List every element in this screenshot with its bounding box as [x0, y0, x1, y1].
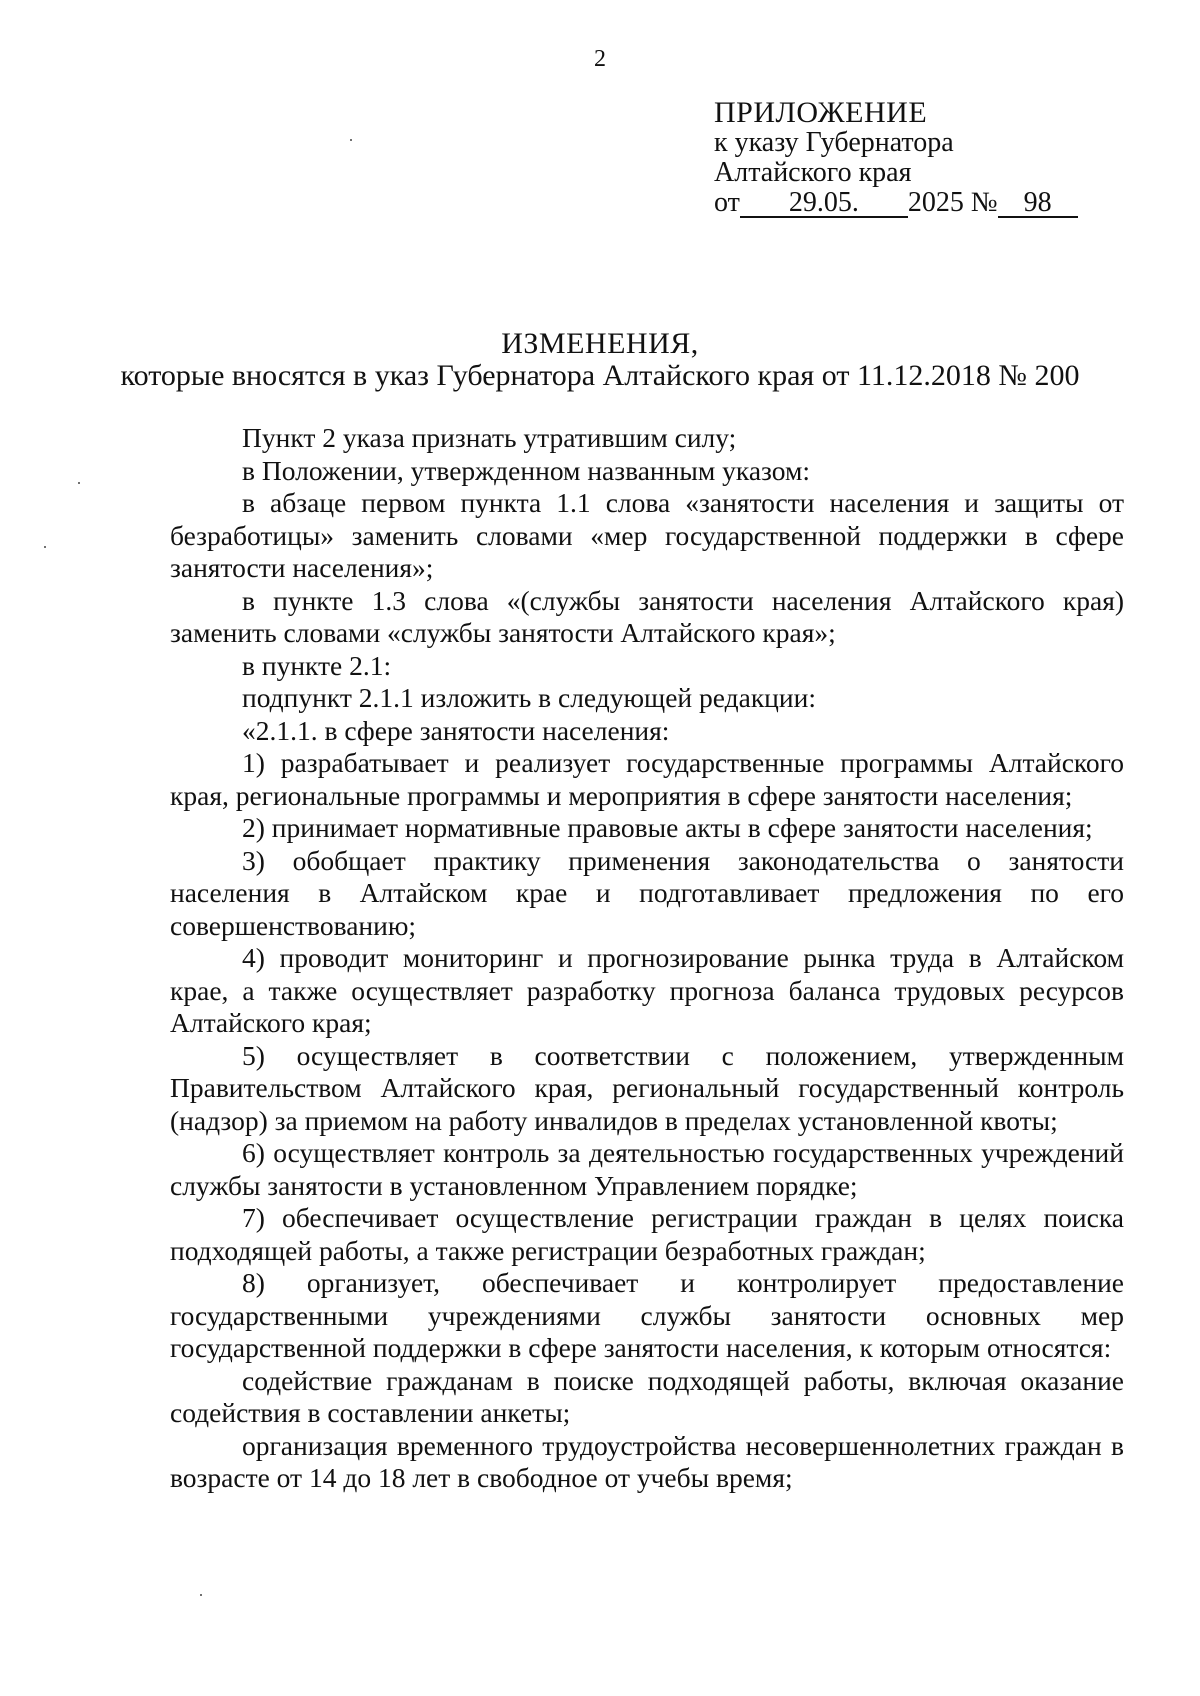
- date-prefix: от: [714, 187, 740, 218]
- paragraph: в абзаце первом пункта 1.1 слова «занятости населения и защиты от безработицы» заменить словами «мер государственной поддержки в сфере занятости населения»;: [170, 487, 1124, 583]
- paragraph: в Положении, утвержденном названным указом:: [242, 454, 810, 486]
- paragraph: организация временного трудоустройства несовершеннолетних граждан в возрасте от 14 до 18 лет в свободное от учебы время;: [170, 1429, 1124, 1493]
- paragraph: Пункт 2 указа признать утратившим силу;: [242, 422, 737, 453]
- paragraph: 3) обобщает практику применения законодательства о занятости населения в Алтайском крае и подготавливает предложения по его совершенствованию;: [170, 844, 1124, 941]
- paragraph: подпункт 2.1.1 изложить в следующей редакции:: [242, 682, 816, 713]
- appendix-title: ПРИЛОЖЕНИЕ: [714, 96, 928, 129]
- decree-date: 29.05.: [740, 190, 908, 218]
- paragraph: «2.1.1. в сфере занятости населения:: [242, 714, 670, 746]
- decree-number: 98: [998, 190, 1078, 218]
- document-heading: [0, 328, 1200, 392]
- scan-speck: [350, 139, 352, 141]
- appendix-line-region: Алтайского края: [714, 157, 912, 188]
- appendix-date-line: [714, 188, 1094, 218]
- appendix-block: [714, 98, 1094, 218]
- paragraph: 2) принимает нормативные правовые акты в сфере занятости населения;: [242, 812, 1093, 843]
- scan-speck: [200, 1594, 202, 1596]
- paragraph: 8) организует, обеспечивает и контролирует предоставление государственными учреждениями службы занятости основных мер государственной поддержки в сфере занятости населения, к которым относятся:: [170, 1267, 1124, 1363]
- paragraph: 6) осуществляет контроль за деятельностью государственных учреждений службы занятости в установленном Управлением порядке;: [170, 1137, 1124, 1201]
- paragraph: 7) обеспечивает осуществление регистрации граждан в целях поиска подходящей работы, а также регистрации безработных граждан;: [170, 1202, 1124, 1266]
- paragraph: в пункте 2.1:: [242, 649, 392, 681]
- page-number: 2: [594, 46, 606, 72]
- document-body: [170, 422, 1124, 1495]
- paragraph: 4) проводит мониторинг и прогнозирование рынка труда в Алтайском крае, а также осуществляет разработку прогноза баланса трудовых ресурсов Алтайского края;: [170, 942, 1124, 1038]
- decree-year: 2025 №: [907, 187, 998, 218]
- paragraph: 5) осуществляет в соответствии с положением, утвержденным Правительством Алтайского края, региональный государственный контроль (надзор) за приемом на работу инвалидов в пределах установленной квоты;: [170, 1039, 1124, 1136]
- heading-subtitle: которые вносятся в указ Губернатора Алтайского края от 11.12.2018 № 200: [120, 359, 1080, 392]
- scan-speck: [44, 546, 46, 548]
- paragraph: содействие гражданам в поиске подходящей работы, включая оказание содействия в составлении анкеты;: [170, 1364, 1124, 1428]
- scan-speck: [78, 482, 80, 484]
- appendix-line-decree: к указу Губернатора: [714, 127, 954, 158]
- paragraph: 1) разрабатывает и реализует государственные программы Алтайского края, региональные программы и мероприятия в сфере занятости населения;: [170, 747, 1124, 811]
- heading-title: ИЗМЕНЕНИЯ,: [501, 327, 699, 360]
- paragraph: в пункте 1.3 слова «(службы занятости населения Алтайского края) заменить словами «службы занятости Алтайского края»;: [170, 584, 1124, 648]
